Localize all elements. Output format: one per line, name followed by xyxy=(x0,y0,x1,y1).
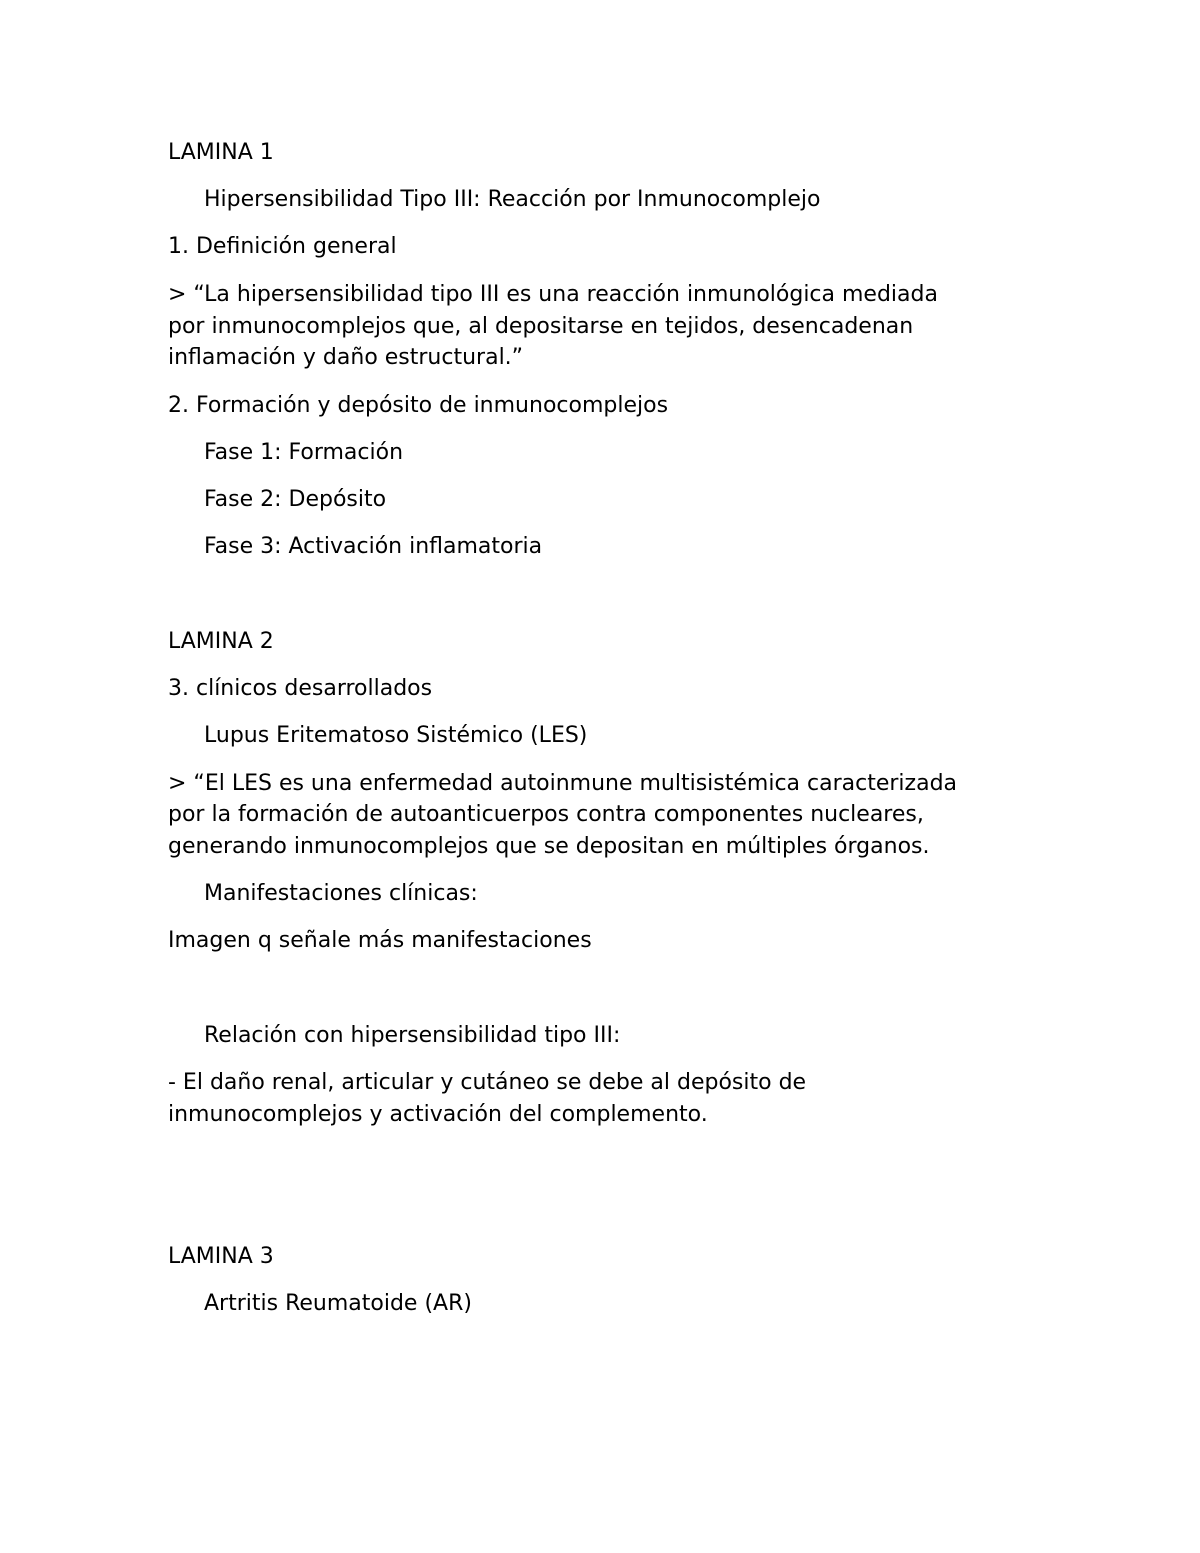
phase-item: Fase 1: Formación xyxy=(204,440,404,465)
quote-1-line: > “La hipersensibilidad tipo III es una reacción inmunológica mediada xyxy=(168,282,938,307)
section-2-title: 2. Formación y depósito de inmunocomplejos xyxy=(168,393,669,418)
lamina-3-heading: LAMINA 3 xyxy=(168,1244,274,1269)
section-3-title: 3. clínicos desarrollados xyxy=(168,676,433,701)
quote-2-line: generando inmunocomplejos que se depositan en múltiples órganos. xyxy=(168,834,930,859)
lamina-2-heading: LAMINA 2 xyxy=(168,629,274,654)
quote-2-line: > “El LES es una enfermedad autoinmune multisistémica caracterizada xyxy=(168,771,958,796)
section-1-title: 1. Definición general xyxy=(168,234,397,259)
relation-text-line: inmunocomplejos y activación del complemento. xyxy=(168,1102,708,1127)
quote-2-line: por la formación de autoanticuerpos contra componentes nucleares, xyxy=(168,802,924,827)
relation-title: Relación con hipersensibilidad tipo III: xyxy=(204,1023,621,1048)
les-title: Lupus Eritematoso Sistémico (LES) xyxy=(204,723,588,748)
relation-text-line: - El daño renal, articular y cutáneo se debe al depósito de xyxy=(168,1070,807,1095)
lamina-1-title: Hipersensibilidad Tipo III: Reacción por Inmunocomplejo xyxy=(204,187,821,212)
phase-item: Fase 2: Depósito xyxy=(204,487,387,512)
lamina-1-heading: LAMINA 1 xyxy=(168,140,274,165)
image-note: Imagen q señale más manifestaciones xyxy=(168,928,592,953)
quote-1-line: inflamación y daño estructural.” xyxy=(168,345,524,370)
manifestations-label: Manifestaciones clínicas: xyxy=(204,881,478,906)
quote-1-line: por inmunocomplejos que, al depositarse en tejidos, desencadenan xyxy=(168,314,914,339)
ar-title: Artritis Reumatoide (AR) xyxy=(204,1291,472,1316)
phase-item: Fase 3: Activación inflamatoria xyxy=(204,534,543,559)
